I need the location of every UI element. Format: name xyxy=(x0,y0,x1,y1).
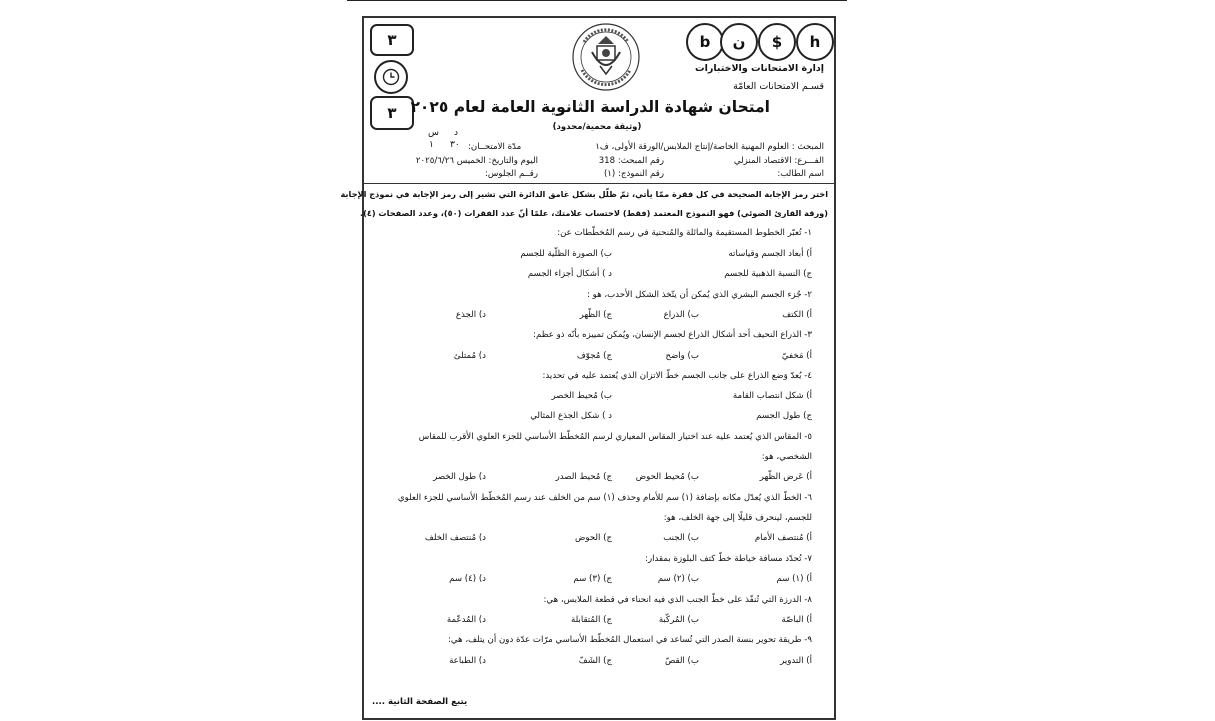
q7-option-c: ج) (٣) سم xyxy=(573,574,612,584)
q5-option-d: د) طول الخصر xyxy=(433,472,486,482)
q7-option-b: ب) (٢) سم xyxy=(657,574,699,584)
q1-option-c: ج) النسبة الذهبية للجسم xyxy=(724,269,812,279)
page-footer: يتبع الصفحة الثانية .... xyxy=(372,697,468,707)
page-count-box: ٣ xyxy=(370,96,414,130)
q6-option-b: ب) الجنب xyxy=(663,533,699,543)
top-rule xyxy=(347,0,847,1)
question-2: ٢- جُزء الجسم البشري الذي يُمكن أن يتّخذ الشكل الأحدب، هو : xyxy=(587,290,812,300)
q2-option-b: ب) الذراع xyxy=(663,310,699,320)
duration-label: مدّة الامتحــان: xyxy=(468,142,522,152)
branch-info: الفـــرع: الاقتصاد المنزلي xyxy=(733,156,824,166)
q5-option-c: ج) مُحيط الصدر xyxy=(555,472,612,482)
q4-option-c: ج) طول الجسم xyxy=(756,411,812,421)
question-7: ٧- تُحدّد مسافة خياطة خطّ كتف البلوزة بمقدار: xyxy=(645,554,812,564)
student-name-label: اسم الطالب: xyxy=(777,169,824,179)
q4-option-b: ب) مُحيط الخصر xyxy=(551,391,612,401)
code-circle-noon: ن xyxy=(720,23,758,61)
duration-minute-label: د xyxy=(454,128,459,138)
q3-option-b: ب) واضح xyxy=(665,351,699,361)
q9-option-a: أ) التدوير xyxy=(780,656,812,666)
question-6: ٦- الخطّ الذي يُعدّل مكانه بإضافة (١) سم للأمام وحذف (١) سم من الخلف عند رسم المُخطّط الأساسي للجزء العلوي xyxy=(397,493,812,503)
question-3: ٣- الذراع النحيف أحد أشكال الذراع لجسم الإنسان، ويُمكن تمييزه بأنّه ذو عظم: xyxy=(533,330,812,340)
q3-option-c: ج) مُجوّف xyxy=(576,351,612,361)
q8-option-b: ب) المُركّبة xyxy=(658,615,699,625)
question-9: ٩- طريقة تحوير بنسة الصدر التي تُساعد في استعمال المُخطّط الأساسي مرّات عدّة دون أن يتلف، هي: xyxy=(448,635,812,645)
duration-minutes: ٣٠ xyxy=(450,140,460,150)
question-8: ٨- الدرزة التي تُنفّذ على خطّ الجنب الذي فيه انحناء في قطعة الملابس، هي: xyxy=(543,595,812,605)
q3-option-d: د) مُمتلئ xyxy=(453,351,486,361)
subject-number: رقم المبحث: 318 xyxy=(598,156,664,166)
q1-option-b: ب) الصورة الظلّية للجسم xyxy=(520,249,612,259)
question-5: ٥- المقاس الذي يُعتمد عليه عند اختيار المقاس المعياري لرسم المُخطّط الأساسي للجزء العلوي الأقرب للمقاس xyxy=(418,432,812,442)
exam-classification: (وثيقة محمية/محدود) xyxy=(552,122,642,132)
code-circle-b: b xyxy=(686,23,724,61)
q3-option-a: أ) مَخفيّ xyxy=(781,351,812,361)
q1-option-d: د ) أشكال أجزاء الجسم xyxy=(527,269,612,279)
model-number: رقم النموذج: (١) xyxy=(603,169,664,179)
question-5-cont: الشخصي، هو: xyxy=(761,452,812,462)
q9-option-d: د) الطباعة xyxy=(449,656,486,666)
q9-option-b: ب) القصّ xyxy=(664,656,699,666)
q6-option-a: أ) مُنتصف الأمام xyxy=(754,533,812,543)
q4-option-d: د ) شكل الجذع المثالي xyxy=(530,411,612,421)
exam-date: اليوم والتاريخ: الخميس ٢٠٢٥/٦/٢٦ xyxy=(415,156,538,166)
question-6-cont: للجسم، لينحرف قليلًا إلى جهة الخلف، هو: xyxy=(663,513,812,523)
q6-option-d: د) مُنتصف الخلف xyxy=(424,533,486,543)
exam-title: امتحان شهادة الدراسة الثانوية العامة لعام ٢٠٢٥ xyxy=(410,98,770,116)
q2-option-a: أ) الكتف xyxy=(782,310,812,320)
instructions-line-2: (ورقة القارئ الضوئي) فهو النموذج المعتمد (فقط) لاحتساب علامتك، علمًا أنّ عدد الفقرات (٥٠)، وعدد الصفحات (٤). xyxy=(359,208,828,218)
clock-icon xyxy=(374,60,408,94)
code-circle-h: h xyxy=(796,23,834,61)
duration-hour-label: س xyxy=(428,128,439,138)
question-1: ١- تُعبّر الخطوط المستقيمة والمائلة والمُنحنية في رسم المُخطّطات عن: xyxy=(557,228,812,238)
q1-option-a: أ) أبعاد الجسم وقياساته xyxy=(728,249,812,259)
instructions-line-1: اختر رمز الإجابة الصحيحة في كل فقرة ممّا يأتي، ثمّ ظلّل بشكل غامق الدائرة التي تشير إلى رمز الإجابة في نموذج الإجابة xyxy=(340,189,828,199)
page-number-box: ٣ xyxy=(370,24,414,56)
q8-option-c: ج) المُتقابلة xyxy=(570,615,612,625)
q5-option-a: أ) عَرض الظّهر xyxy=(759,472,812,482)
subject-info: المبحث : العلوم المهنية الخاصة/إنتاج الملابس/الورقة الأولى، ف١ xyxy=(595,142,824,152)
q4-option-a: أ) شكل انتصاب القامة xyxy=(732,391,812,401)
header-divider xyxy=(364,183,834,184)
section-name: قسـم الامتحانات العامّة xyxy=(733,81,824,92)
q6-option-c: ج) الحوض xyxy=(574,533,612,543)
q9-option-c: ج) الشَفّ xyxy=(578,656,612,666)
q2-option-c: ج) الظّهر xyxy=(579,310,612,320)
jordan-emblem-logo xyxy=(570,22,642,92)
question-4: ٤- يُعدّ وَضع الذراع على جانب الجسم خطّ الاتزان الذي يُعتمد عليه في تحديد: xyxy=(542,371,812,381)
q7-option-d: د) (٤) سم xyxy=(449,574,486,584)
q7-option-a: أ) (١) سم xyxy=(776,574,812,584)
q8-option-a: أ) الباصّة xyxy=(781,615,812,625)
code-circle-dollar: $ xyxy=(758,23,796,61)
q5-option-b: ب) مُحيط الحوض xyxy=(635,472,699,482)
seat-number-label: رقــم الجلوس: xyxy=(485,169,538,179)
q8-option-d: د) المُدعّمة xyxy=(446,615,486,625)
duration-hours: ١ xyxy=(429,140,434,150)
q2-option-d: د) الجذع xyxy=(455,310,486,320)
exam-page xyxy=(340,16,836,720)
department-name: إدارة الامتحانات والاختبارات xyxy=(695,63,824,74)
